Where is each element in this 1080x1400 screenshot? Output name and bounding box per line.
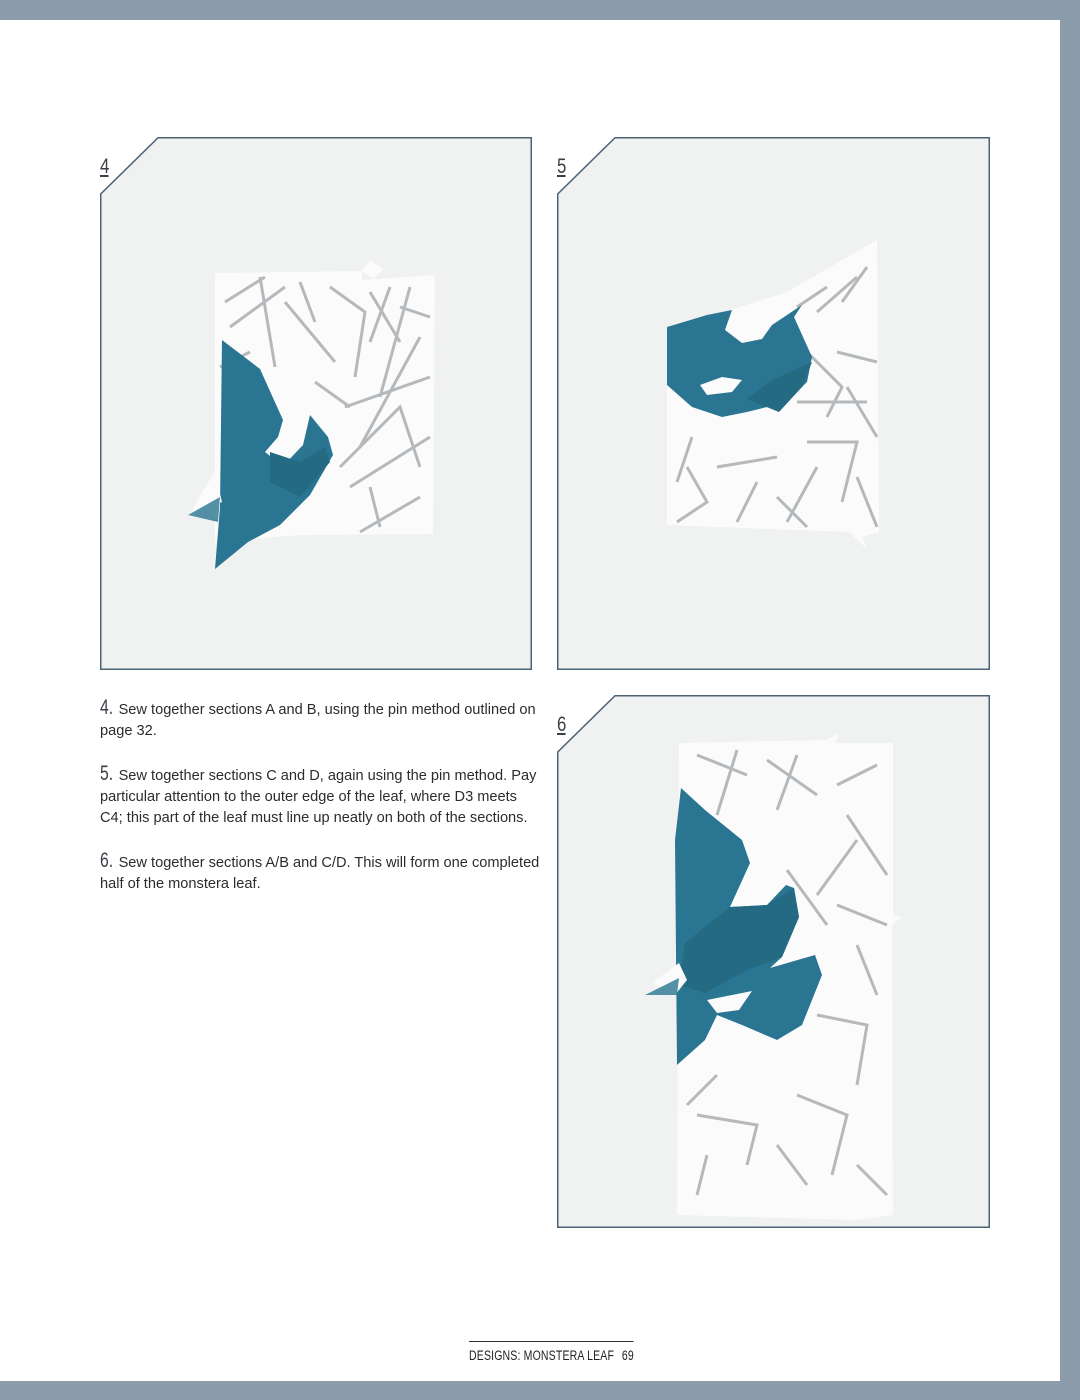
step-number: 4. (100, 696, 114, 719)
step-6 (100, 850, 540, 895)
step-text: Sew together sections A and B, using the pin method outlined on page 32. (100, 702, 536, 739)
step-text: Sew together sections C and D, again using the pin method. Pay particular attention to the outer edge of the leaf, where D3 meets C4; this part of the leaf must line up neatly on both of the sections. (100, 768, 537, 826)
page-number: 69 (621, 1348, 634, 1363)
figure-4 (100, 137, 532, 670)
quilt-photo-6 (557, 695, 990, 1228)
figure-6 (557, 695, 990, 1228)
step-4 (100, 697, 540, 742)
instructions (100, 697, 540, 916)
page-footer (469, 1341, 634, 1363)
step-5 (100, 763, 540, 829)
step-text: Sew together sections A/B and C/D. This will form one completed half of the monstera leaf. (100, 855, 540, 892)
step-number: 6. (100, 849, 114, 872)
quilt-photo-4 (100, 137, 532, 670)
quilt-photo-5 (557, 137, 990, 670)
footer-section: DESIGNS: MONSTERA LEAF (469, 1348, 615, 1363)
figure-label: 5 (557, 155, 566, 178)
figure-5 (557, 137, 990, 670)
figure-label: 4 (100, 155, 109, 178)
page (0, 20, 1060, 1381)
step-number: 5. (100, 762, 114, 785)
figure-label: 6 (557, 713, 566, 736)
